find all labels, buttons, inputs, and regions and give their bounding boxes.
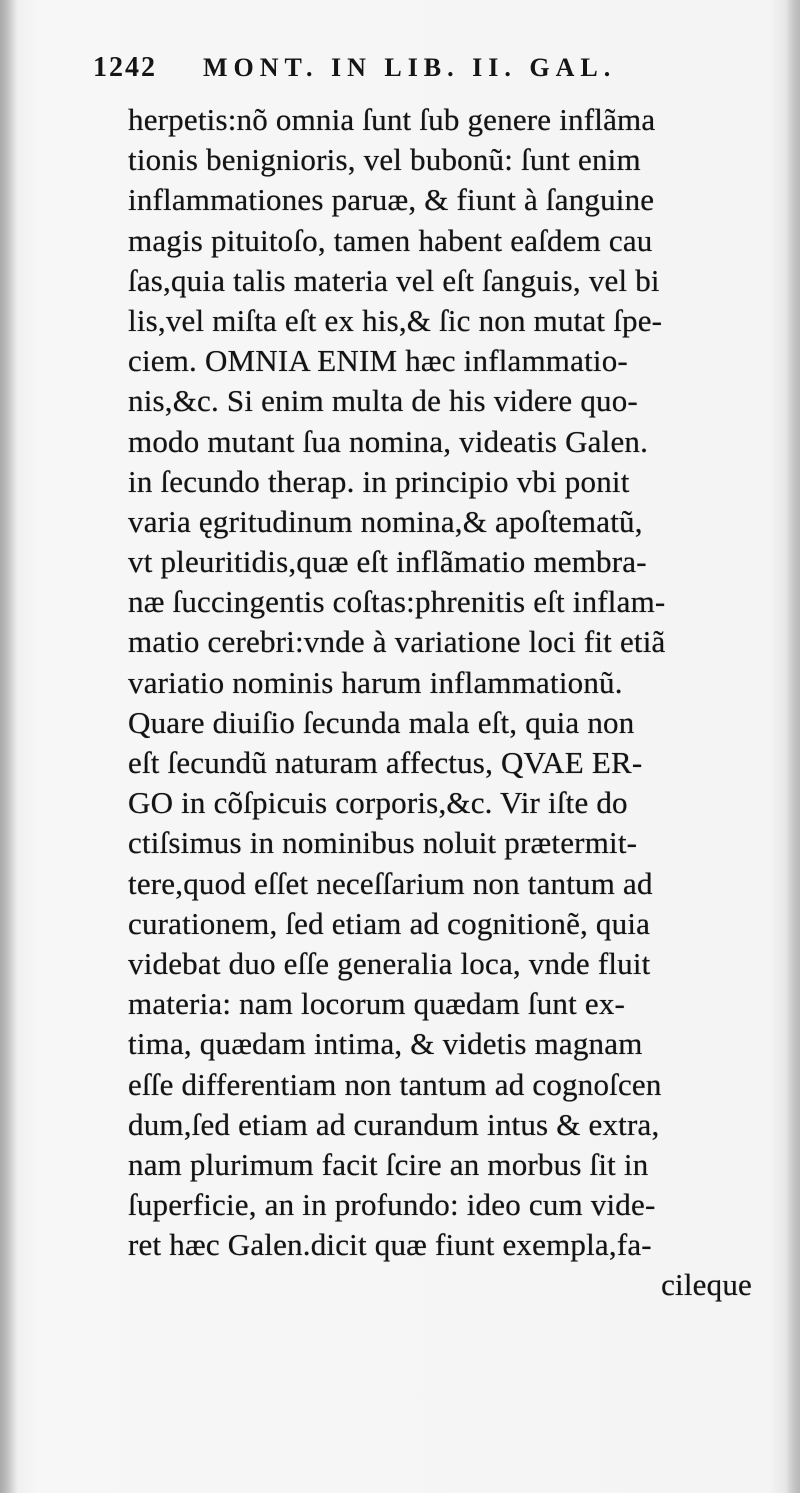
text-line: tionis benignioris, vel bubonũ: ſunt enim [128, 142, 641, 178]
text-line: ciem. OMNIA ENIM hæc inflammatio- [128, 343, 628, 379]
text-line: lis,vel miſta eſt ex his,& ſic non mutat ſpe- [128, 302, 663, 338]
text-line: varia ęgritudinum nomina,& apoſtematũ, [128, 503, 643, 539]
running-head [93, 44, 723, 92]
page-edge-shadow [786, 0, 800, 1493]
text-line: inflammationes paruæ, & fiunt à ſanguine [128, 182, 655, 218]
gutter-shadow [0, 0, 18, 1493]
text-line: materia: nam locorum quædam ſunt ex- [128, 986, 626, 1022]
page-number: 1242 [93, 52, 157, 83]
text-line: Quare diuiſio ſecunda mala eſt, quia non [128, 704, 635, 740]
text-line: modo mutant ſua nomina, videatis Galen. [128, 423, 649, 459]
text-line: matio cerebri:vnde à variatione loci fit etiã [128, 624, 666, 660]
text-line: nis,&c. Si enim multa de his videre quo- [128, 383, 638, 419]
text-line: tere,quod eſſet neceſſarium non tantum ad [128, 865, 653, 901]
text-line: herpetis:nõ omnia ſunt ſub genere inflãma [128, 102, 656, 137]
text-line: variatio nominis harum inflammationũ. [128, 664, 623, 700]
text-line: eſſe differentiam non tantum ad cognoſcen [128, 1066, 662, 1102]
text-line: tima, quædam intima, & videtis magnam [128, 1026, 643, 1062]
text-line: videbat duo eſſe generalia loca, vnde fluit [128, 945, 651, 981]
running-title: MONT. IN LIB. II. GAL. [203, 53, 617, 82]
catchword: cileque [661, 1267, 752, 1303]
text-line: ſas,quia talis materia vel eſt ſanguis, vel bi [128, 262, 660, 298]
text-line: GO in cõſpicuis corporis,&c. Vir iſte do [128, 785, 628, 821]
text-line: næ ſuccingentis coſtas:phrenitis eſt inflam- [128, 584, 666, 620]
text-line: ctiſsimus in nominibus noluit prætermit- [128, 825, 638, 861]
text-line: nam plurimum facit ſcire an morbus ſit in [128, 1146, 649, 1182]
text-line: dum,ſed etiam ad curandum intus & extra, [128, 1106, 660, 1142]
text-line: ſuperficie, an in profundo: ideo cum vide- [128, 1187, 656, 1223]
body-text [128, 100, 778, 1306]
text-line: magis pituitoſo, tamen habent eaſdem cau [128, 222, 653, 258]
text-line: eſt ſecundũ naturam affectus, QVAE ER- [128, 745, 643, 780]
text-line: vt pleuritidis,quæ eſt inflãmatio membra- [128, 544, 647, 580]
text-line: ret hæc Galen.dicit quæ fiunt exempla,fa- [128, 1227, 652, 1263]
text-line: curationem, ſed etiam ad cognitionẽ, quia [128, 905, 651, 941]
text-line: in ſecundo therap. in principio vbi ponit [128, 463, 630, 499]
